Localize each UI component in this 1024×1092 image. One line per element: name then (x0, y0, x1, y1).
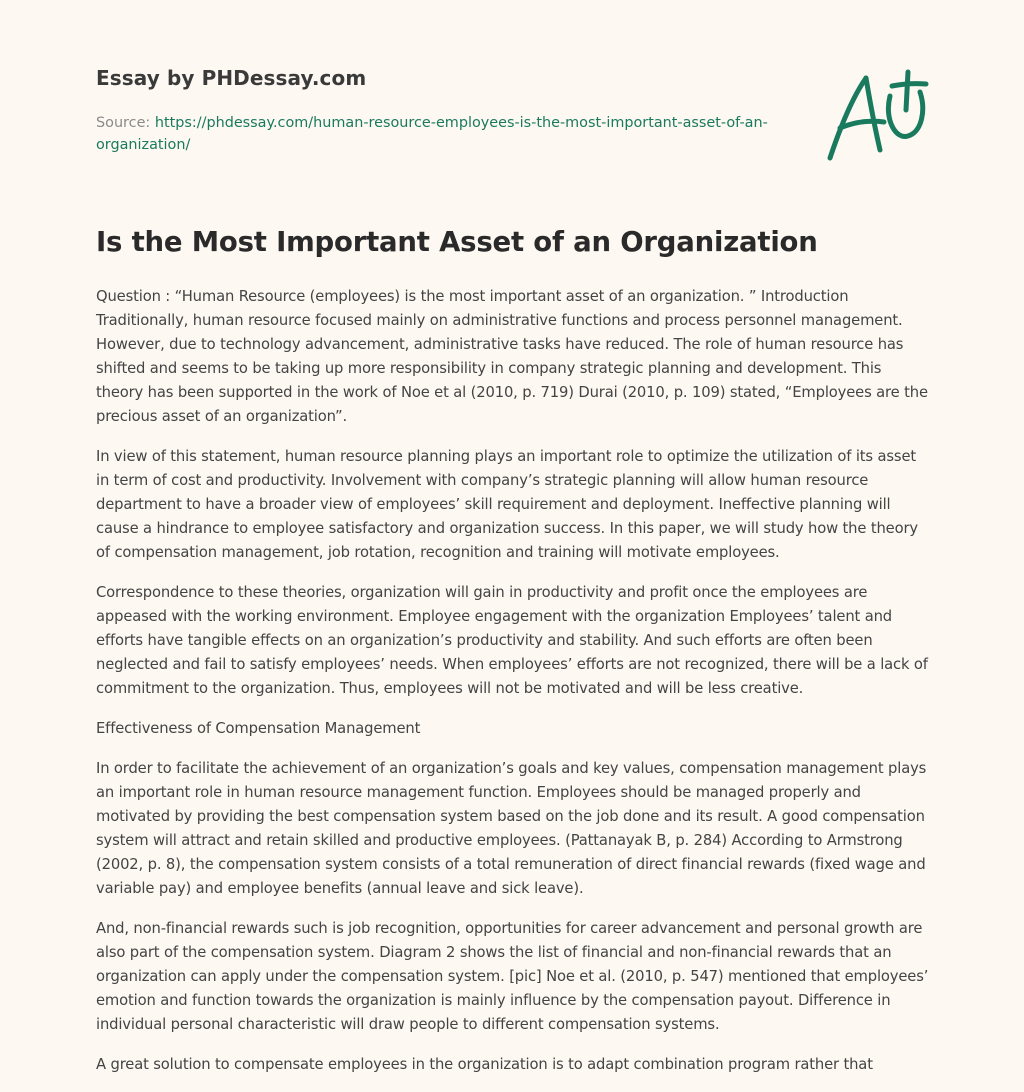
source-link[interactable]: https://phdessay.com/human-resource-employees-is-the-most-important-asset-of-an-organization/ (96, 115, 768, 153)
source-label: Source: (96, 115, 151, 131)
paragraph: A great solution to compensate employees in the organization is to adapt combination program rather that (96, 1056, 873, 1073)
article-body (96, 285, 932, 1092)
paragraph: In order to facilitate the achievement of an organization’s goals and key values, compensation management plays an important role in human resource management function. Employees should be managed properly and motivated by providing the best compensation system based on the job done and its result. A good compensation system will attract and retain skilled and productive employees. (Pattanayak B, p. 284) According to Armstrong (2002, p. 8), the compensation system consists of a total remuneration of direct financial rewards (fixed wage and variable pay) and employee benefits (annual leave and sick leave). (96, 760, 927, 897)
paragraph: And, non-financial rewards such is job recognition, opportunities for career advancement and personal growth are also part of the compensation system. Diagram 2 shows the list of financial and non-financial rewards that an organization can apply under the compensation system. [pic] Noe et al. (2010, p. 547) mentioned that employees’ emotion and function towards the organization is mainly influence by the compensation payout. Difference in individual personal characteristic will draw people to different compensation systems. (96, 920, 929, 1033)
paragraph: Correspondence to these theories, organization will gain in productivity and profit once the employees are appeased with the working environment. Employee engagement with the organization Employees’ talent and efforts have tangible effects on an organization’s productivity and stability. And such efforts are often been neglected and fail to satisfy employees’ needs. When employees’ efforts are not recognized, there will be a lack of commitment to the organization. Thus, employees will not be motivated and will be less creative. (96, 584, 928, 697)
paragraph: Question : “Human Resource (employees) is the most important asset of an organization. ” Introduction Traditionally, human resource focused mainly on administrative functions and process personnel management. However, due to technology advancement, administrative tasks have reduced. The role of human resource has shifted and seems to be taking up more responsibility in company strategic planning and development. This theory has been supported in the work of Noe et al (2010, p. 719) Durai (2010, p. 109) stated, “Employees are the precious asset of an organization”. (96, 288, 928, 425)
paragraph: In view of this statement, human resource planning plays an important role to optimize the utilization of its asset in term of cost and productivity. Involvement with company’s strategic planning will allow human resource department to have a broader view of employees’ skill requirement and deployment. Ineffective planning will cause a hindrance to employee satisfactory and organization success. In this paper, we will study how the theory of compensation management, job rotation, recognition and training will motivate employees. (96, 448, 918, 561)
a-plus-logo-icon (826, 66, 930, 166)
article-title: Is the Most Important Asset of an Organization (96, 226, 818, 258)
site-brand: Essay by PHDessay.com (96, 66, 367, 90)
section-heading: Effectiveness of Compensation Management (96, 720, 421, 737)
source-line (96, 112, 776, 156)
